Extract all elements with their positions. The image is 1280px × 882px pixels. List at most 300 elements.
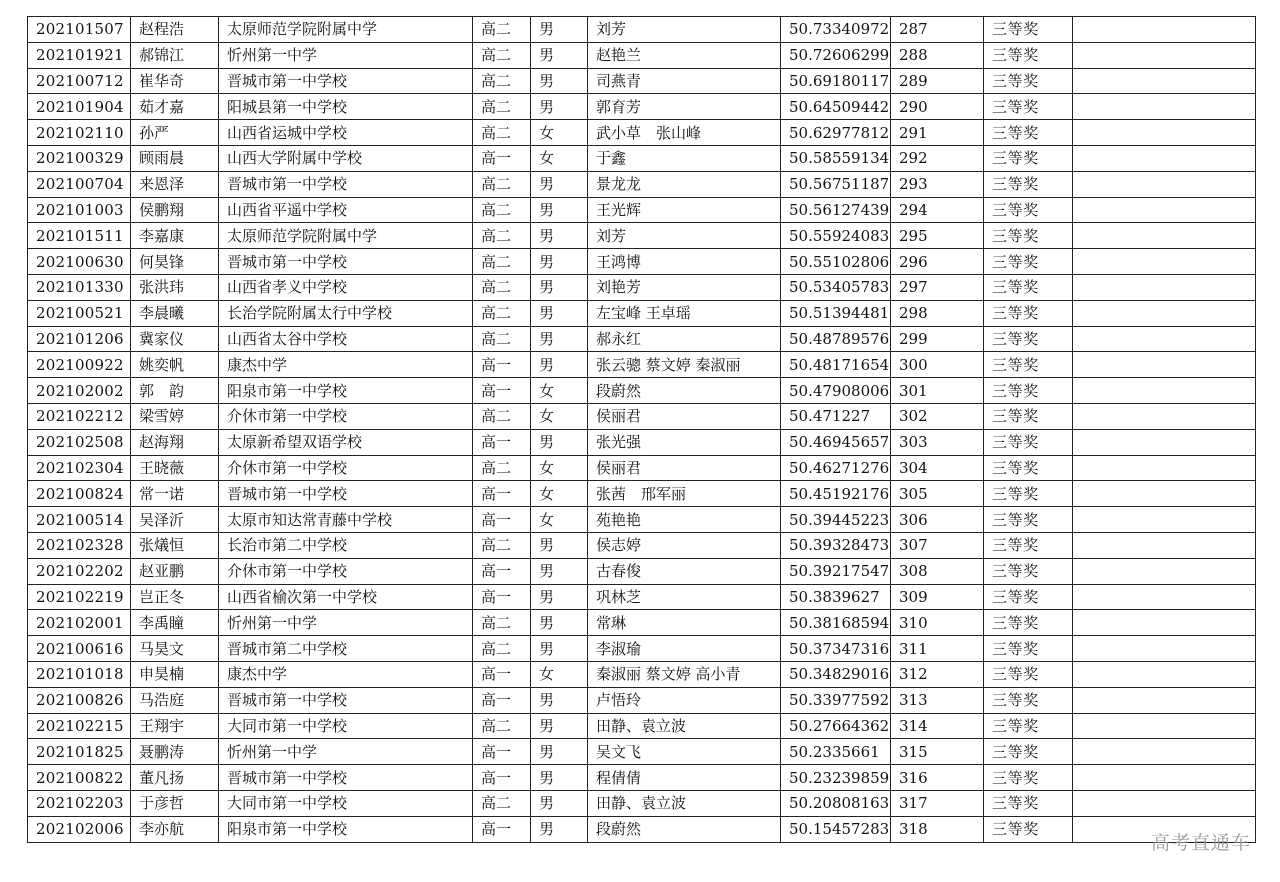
name-cell: 李晨曦 (131, 300, 219, 326)
grade-cell: 高二 (473, 274, 531, 300)
id-cell: 202102202 (28, 558, 131, 584)
name-cell: 茹才嘉 (131, 94, 219, 120)
school-cell: 康杰中学 (219, 352, 473, 378)
award-cell: 三等奖 (984, 455, 1073, 481)
school-cell: 阳泉市第一中学校 (219, 378, 473, 404)
id-cell: 202100521 (28, 300, 131, 326)
award-cell: 三等奖 (984, 249, 1073, 275)
award-cell: 三等奖 (984, 197, 1073, 223)
score-cell: 50.33977592 (781, 687, 891, 713)
score-cell: 50.51394481 (781, 300, 891, 326)
school-cell: 山西省太谷中学校 (219, 326, 473, 352)
score-cell: 50.72606299 (781, 42, 891, 68)
grade-cell: 高二 (473, 17, 531, 43)
grade-cell: 高二 (473, 790, 531, 816)
table-row (28, 171, 1256, 197)
note-cell (1073, 739, 1256, 765)
grade-cell: 高一 (473, 687, 531, 713)
note-cell (1073, 584, 1256, 610)
name-cell: 王翔宇 (131, 713, 219, 739)
note-cell (1073, 249, 1256, 275)
gender-cell: 女 (531, 507, 588, 533)
id-cell: 202102508 (28, 429, 131, 455)
teacher-cell: 常琳 (588, 610, 781, 636)
note-cell (1073, 790, 1256, 816)
teacher-cell: 刘芳 (588, 223, 781, 249)
rank-cell: 294 (891, 197, 984, 223)
gender-cell: 女 (531, 120, 588, 146)
table-row (28, 352, 1256, 378)
school-cell: 太原师范学院附属中学 (219, 17, 473, 43)
score-cell: 50.38168594 (781, 610, 891, 636)
gender-cell: 男 (531, 558, 588, 584)
rank-cell: 311 (891, 636, 984, 662)
grade-cell: 高二 (473, 326, 531, 352)
score-cell: 50.62977812 (781, 120, 891, 146)
score-cell: 50.39217547 (781, 558, 891, 584)
id-cell: 202102219 (28, 584, 131, 610)
award-cell: 三等奖 (984, 816, 1073, 842)
teacher-cell: 张云骢 蔡文婷 秦淑丽 (588, 352, 781, 378)
grade-cell: 高一 (473, 352, 531, 378)
grade-cell: 高一 (473, 765, 531, 791)
name-cell: 马昊文 (131, 636, 219, 662)
id-cell: 202102203 (28, 790, 131, 816)
id-cell: 202102110 (28, 120, 131, 146)
school-cell: 太原师范学院附属中学 (219, 223, 473, 249)
table-row (28, 584, 1256, 610)
table-row (28, 739, 1256, 765)
teacher-cell: 巩林芝 (588, 584, 781, 610)
rank-cell: 292 (891, 145, 984, 171)
note-cell (1073, 661, 1256, 687)
gender-cell: 女 (531, 403, 588, 429)
rank-cell: 305 (891, 481, 984, 507)
name-cell: 顾雨晨 (131, 145, 219, 171)
teacher-cell: 侯志婷 (588, 532, 781, 558)
id-cell: 202101018 (28, 661, 131, 687)
school-cell: 晋城市第二中学校 (219, 636, 473, 662)
id-cell: 202100822 (28, 765, 131, 791)
rank-cell: 302 (891, 403, 984, 429)
id-cell: 202100712 (28, 68, 131, 94)
note-cell (1073, 42, 1256, 68)
id-cell: 202100616 (28, 636, 131, 662)
name-cell: 常一诺 (131, 481, 219, 507)
gender-cell: 男 (531, 300, 588, 326)
results-table-body (28, 17, 1256, 843)
grade-cell: 高二 (473, 171, 531, 197)
note-cell (1073, 507, 1256, 533)
grade-cell: 高一 (473, 816, 531, 842)
id-cell: 202102006 (28, 816, 131, 842)
name-cell: 郭 韵 (131, 378, 219, 404)
score-cell: 50.45192176 (781, 481, 891, 507)
award-cell: 三等奖 (984, 532, 1073, 558)
rank-cell: 293 (891, 171, 984, 197)
rank-cell: 308 (891, 558, 984, 584)
school-cell: 大同市第一中学校 (219, 713, 473, 739)
id-cell: 202102001 (28, 610, 131, 636)
teacher-cell: 段蔚然 (588, 816, 781, 842)
gender-cell: 男 (531, 532, 588, 558)
id-cell: 202100514 (28, 507, 131, 533)
award-cell: 三等奖 (984, 713, 1073, 739)
grade-cell: 高一 (473, 558, 531, 584)
name-cell: 孙严 (131, 120, 219, 146)
note-cell (1073, 636, 1256, 662)
award-cell: 三等奖 (984, 765, 1073, 791)
rank-cell: 288 (891, 42, 984, 68)
gender-cell: 男 (531, 790, 588, 816)
note-cell (1073, 558, 1256, 584)
table-row (28, 455, 1256, 481)
gender-cell: 男 (531, 584, 588, 610)
teacher-cell: 刘艳芳 (588, 274, 781, 300)
id-cell: 202100824 (28, 481, 131, 507)
school-cell: 山西省平遥中学校 (219, 197, 473, 223)
name-cell: 冀家仪 (131, 326, 219, 352)
note-cell (1073, 223, 1256, 249)
id-cell: 202100630 (28, 249, 131, 275)
score-cell: 50.48789576 (781, 326, 891, 352)
teacher-cell: 田静、袁立波 (588, 713, 781, 739)
school-cell: 长治市第二中学校 (219, 532, 473, 558)
award-cell: 三等奖 (984, 584, 1073, 610)
note-cell (1073, 713, 1256, 739)
award-cell: 三等奖 (984, 145, 1073, 171)
note-cell (1073, 197, 1256, 223)
score-cell: 50.23239859 (781, 765, 891, 791)
teacher-cell: 张茜 邢军丽 (588, 481, 781, 507)
score-cell: 50.39445223 (781, 507, 891, 533)
name-cell: 聂鹏涛 (131, 739, 219, 765)
gender-cell: 男 (531, 816, 588, 842)
id-cell: 202102212 (28, 403, 131, 429)
award-cell: 三等奖 (984, 507, 1073, 533)
table-row (28, 197, 1256, 223)
school-cell: 晋城市第一中学校 (219, 481, 473, 507)
gender-cell: 男 (531, 713, 588, 739)
teacher-cell: 刘芳 (588, 17, 781, 43)
id-cell: 202100704 (28, 171, 131, 197)
award-cell: 三等奖 (984, 790, 1073, 816)
note-cell (1073, 171, 1256, 197)
teacher-cell: 郝永红 (588, 326, 781, 352)
school-cell: 大同市第一中学校 (219, 790, 473, 816)
teacher-cell: 秦淑丽 蔡文婷 高小青 (588, 661, 781, 687)
school-cell: 忻州第一中学 (219, 610, 473, 636)
score-cell: 50.2335661 (781, 739, 891, 765)
id-cell: 202101206 (28, 326, 131, 352)
rank-cell: 307 (891, 532, 984, 558)
award-cell: 三等奖 (984, 274, 1073, 300)
note-cell (1073, 532, 1256, 558)
school-cell: 太原市知达常青藤中学校 (219, 507, 473, 533)
teacher-cell: 古春俊 (588, 558, 781, 584)
gender-cell: 男 (531, 765, 588, 791)
gender-cell: 男 (531, 17, 588, 43)
grade-cell: 高一 (473, 507, 531, 533)
teacher-cell: 王光辉 (588, 197, 781, 223)
id-cell: 202101507 (28, 17, 131, 43)
award-cell: 三等奖 (984, 120, 1073, 146)
rank-cell: 290 (891, 94, 984, 120)
name-cell: 于彦哲 (131, 790, 219, 816)
award-cell: 三等奖 (984, 403, 1073, 429)
teacher-cell: 景龙龙 (588, 171, 781, 197)
table-row (28, 300, 1256, 326)
award-cell: 三等奖 (984, 300, 1073, 326)
teacher-cell: 侯丽君 (588, 403, 781, 429)
score-cell: 50.58559134 (781, 145, 891, 171)
grade-cell: 高二 (473, 403, 531, 429)
id-cell: 202102304 (28, 455, 131, 481)
name-cell: 李禹瞳 (131, 610, 219, 636)
score-cell: 50.46945657 (781, 429, 891, 455)
id-cell: 202101511 (28, 223, 131, 249)
name-cell: 董凡扬 (131, 765, 219, 791)
grade-cell: 高二 (473, 94, 531, 120)
table-row (28, 765, 1256, 791)
school-cell: 介休市第一中学校 (219, 455, 473, 481)
school-cell: 山西省榆次第一中学校 (219, 584, 473, 610)
note-cell (1073, 481, 1256, 507)
gender-cell: 男 (531, 352, 588, 378)
gender-cell: 女 (531, 378, 588, 404)
table-row (28, 610, 1256, 636)
table-row (28, 558, 1256, 584)
rank-cell: 315 (891, 739, 984, 765)
note-cell (1073, 120, 1256, 146)
rank-cell: 312 (891, 661, 984, 687)
score-cell: 50.15457283 (781, 816, 891, 842)
table-row (28, 94, 1256, 120)
gender-cell: 男 (531, 249, 588, 275)
rank-cell: 298 (891, 300, 984, 326)
note-cell (1073, 610, 1256, 636)
award-cell: 三等奖 (984, 42, 1073, 68)
note-cell (1073, 300, 1256, 326)
award-cell: 三等奖 (984, 481, 1073, 507)
gender-cell: 男 (531, 326, 588, 352)
grade-cell: 高二 (473, 68, 531, 94)
teacher-cell: 苑艳艳 (588, 507, 781, 533)
gender-cell: 男 (531, 636, 588, 662)
name-cell: 李嘉康 (131, 223, 219, 249)
score-cell: 50.47908006 (781, 378, 891, 404)
note-cell (1073, 765, 1256, 791)
id-cell: 202101904 (28, 94, 131, 120)
name-cell: 何昊锋 (131, 249, 219, 275)
rank-cell: 300 (891, 352, 984, 378)
name-cell: 侯鹏翔 (131, 197, 219, 223)
gender-cell: 男 (531, 610, 588, 636)
results-table (27, 16, 1256, 843)
gender-cell: 女 (531, 661, 588, 687)
gender-cell: 女 (531, 455, 588, 481)
table-row (28, 68, 1256, 94)
name-cell: 梁雪婷 (131, 403, 219, 429)
table-row (28, 713, 1256, 739)
grade-cell: 高一 (473, 481, 531, 507)
school-cell: 介休市第一中学校 (219, 403, 473, 429)
school-cell: 山西省孝义中学校 (219, 274, 473, 300)
table-row (28, 378, 1256, 404)
note-cell (1073, 326, 1256, 352)
gender-cell: 男 (531, 739, 588, 765)
note-cell (1073, 455, 1256, 481)
rank-cell: 301 (891, 378, 984, 404)
table-row (28, 403, 1256, 429)
teacher-cell: 段蔚然 (588, 378, 781, 404)
rank-cell: 291 (891, 120, 984, 146)
rank-cell: 316 (891, 765, 984, 791)
name-cell: 来恩泽 (131, 171, 219, 197)
table-row (28, 661, 1256, 687)
grade-cell: 高二 (473, 610, 531, 636)
table-row (28, 507, 1256, 533)
table-row (28, 42, 1256, 68)
rank-cell: 310 (891, 610, 984, 636)
note-cell (1073, 429, 1256, 455)
school-cell: 太原新希望双语学校 (219, 429, 473, 455)
rank-cell: 304 (891, 455, 984, 481)
score-cell: 50.20808163 (781, 790, 891, 816)
score-cell: 50.55924083 (781, 223, 891, 249)
award-cell: 三等奖 (984, 326, 1073, 352)
id-cell: 202101330 (28, 274, 131, 300)
award-cell: 三等奖 (984, 636, 1073, 662)
table-row (28, 481, 1256, 507)
name-cell: 姚奕帆 (131, 352, 219, 378)
score-cell: 50.34829016 (781, 661, 891, 687)
school-cell: 介休市第一中学校 (219, 558, 473, 584)
rank-cell: 317 (891, 790, 984, 816)
note-cell (1073, 687, 1256, 713)
rank-cell: 314 (891, 713, 984, 739)
school-cell: 山西大学附属中学校 (219, 145, 473, 171)
table-row (28, 532, 1256, 558)
award-cell: 三等奖 (984, 739, 1073, 765)
teacher-cell: 程倩倩 (588, 765, 781, 791)
id-cell: 202101003 (28, 197, 131, 223)
teacher-cell: 赵艳兰 (588, 42, 781, 68)
id-cell: 202100826 (28, 687, 131, 713)
grade-cell: 高二 (473, 636, 531, 662)
grade-cell: 高一 (473, 661, 531, 687)
school-cell: 晋城市第一中学校 (219, 171, 473, 197)
grade-cell: 高一 (473, 429, 531, 455)
id-cell: 202101921 (28, 42, 131, 68)
gender-cell: 男 (531, 274, 588, 300)
teacher-cell: 侯丽君 (588, 455, 781, 481)
score-cell: 50.73340972 (781, 17, 891, 43)
score-cell: 50.46271276 (781, 455, 891, 481)
name-cell: 崔华奇 (131, 68, 219, 94)
teacher-cell: 吴文飞 (588, 739, 781, 765)
school-cell: 晋城市第一中学校 (219, 765, 473, 791)
award-cell: 三等奖 (984, 429, 1073, 455)
score-cell: 50.69180117 (781, 68, 891, 94)
rank-cell: 313 (891, 687, 984, 713)
rank-cell: 289 (891, 68, 984, 94)
gender-cell: 男 (531, 68, 588, 94)
rank-cell: 303 (891, 429, 984, 455)
score-cell: 50.56751187 (781, 171, 891, 197)
name-cell: 郝锦江 (131, 42, 219, 68)
school-cell: 忻州第一中学 (219, 739, 473, 765)
id-cell: 202102215 (28, 713, 131, 739)
grade-cell: 高二 (473, 223, 531, 249)
score-cell: 50.27664362 (781, 713, 891, 739)
score-cell: 50.3839627 (781, 584, 891, 610)
grade-cell: 高一 (473, 145, 531, 171)
table-row (28, 249, 1256, 275)
grade-cell: 高一 (473, 584, 531, 610)
gender-cell: 男 (531, 197, 588, 223)
grade-cell: 高二 (473, 249, 531, 275)
score-cell: 50.55102806 (781, 249, 891, 275)
award-cell: 三等奖 (984, 378, 1073, 404)
table-row (28, 816, 1256, 842)
award-cell: 三等奖 (984, 687, 1073, 713)
gender-cell: 男 (531, 223, 588, 249)
note-cell (1073, 145, 1256, 171)
grade-cell: 高一 (473, 739, 531, 765)
school-cell: 晋城市第一中学校 (219, 249, 473, 275)
id-cell: 202101825 (28, 739, 131, 765)
gender-cell: 女 (531, 145, 588, 171)
score-cell: 50.64509442 (781, 94, 891, 120)
note-cell (1073, 94, 1256, 120)
grade-cell: 高二 (473, 197, 531, 223)
rank-cell: 318 (891, 816, 984, 842)
teacher-cell: 郭育芳 (588, 94, 781, 120)
table-row (28, 120, 1256, 146)
rank-cell: 299 (891, 326, 984, 352)
school-cell: 忻州第一中学 (219, 42, 473, 68)
name-cell: 赵程浩 (131, 17, 219, 43)
gender-cell: 男 (531, 94, 588, 120)
gender-cell: 男 (531, 42, 588, 68)
score-cell: 50.471227 (781, 403, 891, 429)
award-cell: 三等奖 (984, 223, 1073, 249)
award-cell: 三等奖 (984, 68, 1073, 94)
award-cell: 三等奖 (984, 558, 1073, 584)
score-cell: 50.39328473 (781, 532, 891, 558)
note-cell (1073, 17, 1256, 43)
rank-cell: 309 (891, 584, 984, 610)
table-row (28, 790, 1256, 816)
teacher-cell: 张光强 (588, 429, 781, 455)
name-cell: 张洪玮 (131, 274, 219, 300)
name-cell: 马浩庭 (131, 687, 219, 713)
school-cell: 康杰中学 (219, 661, 473, 687)
school-cell: 山西省运城中学校 (219, 120, 473, 146)
table-row (28, 636, 1256, 662)
table-row (28, 429, 1256, 455)
id-cell: 202102328 (28, 532, 131, 558)
award-cell: 三等奖 (984, 94, 1073, 120)
teacher-cell: 田静、袁立波 (588, 790, 781, 816)
school-cell: 阳城县第一中学校 (219, 94, 473, 120)
rank-cell: 297 (891, 274, 984, 300)
table-row (28, 274, 1256, 300)
name-cell: 赵海翔 (131, 429, 219, 455)
score-cell: 50.37347316 (781, 636, 891, 662)
rank-cell: 296 (891, 249, 984, 275)
